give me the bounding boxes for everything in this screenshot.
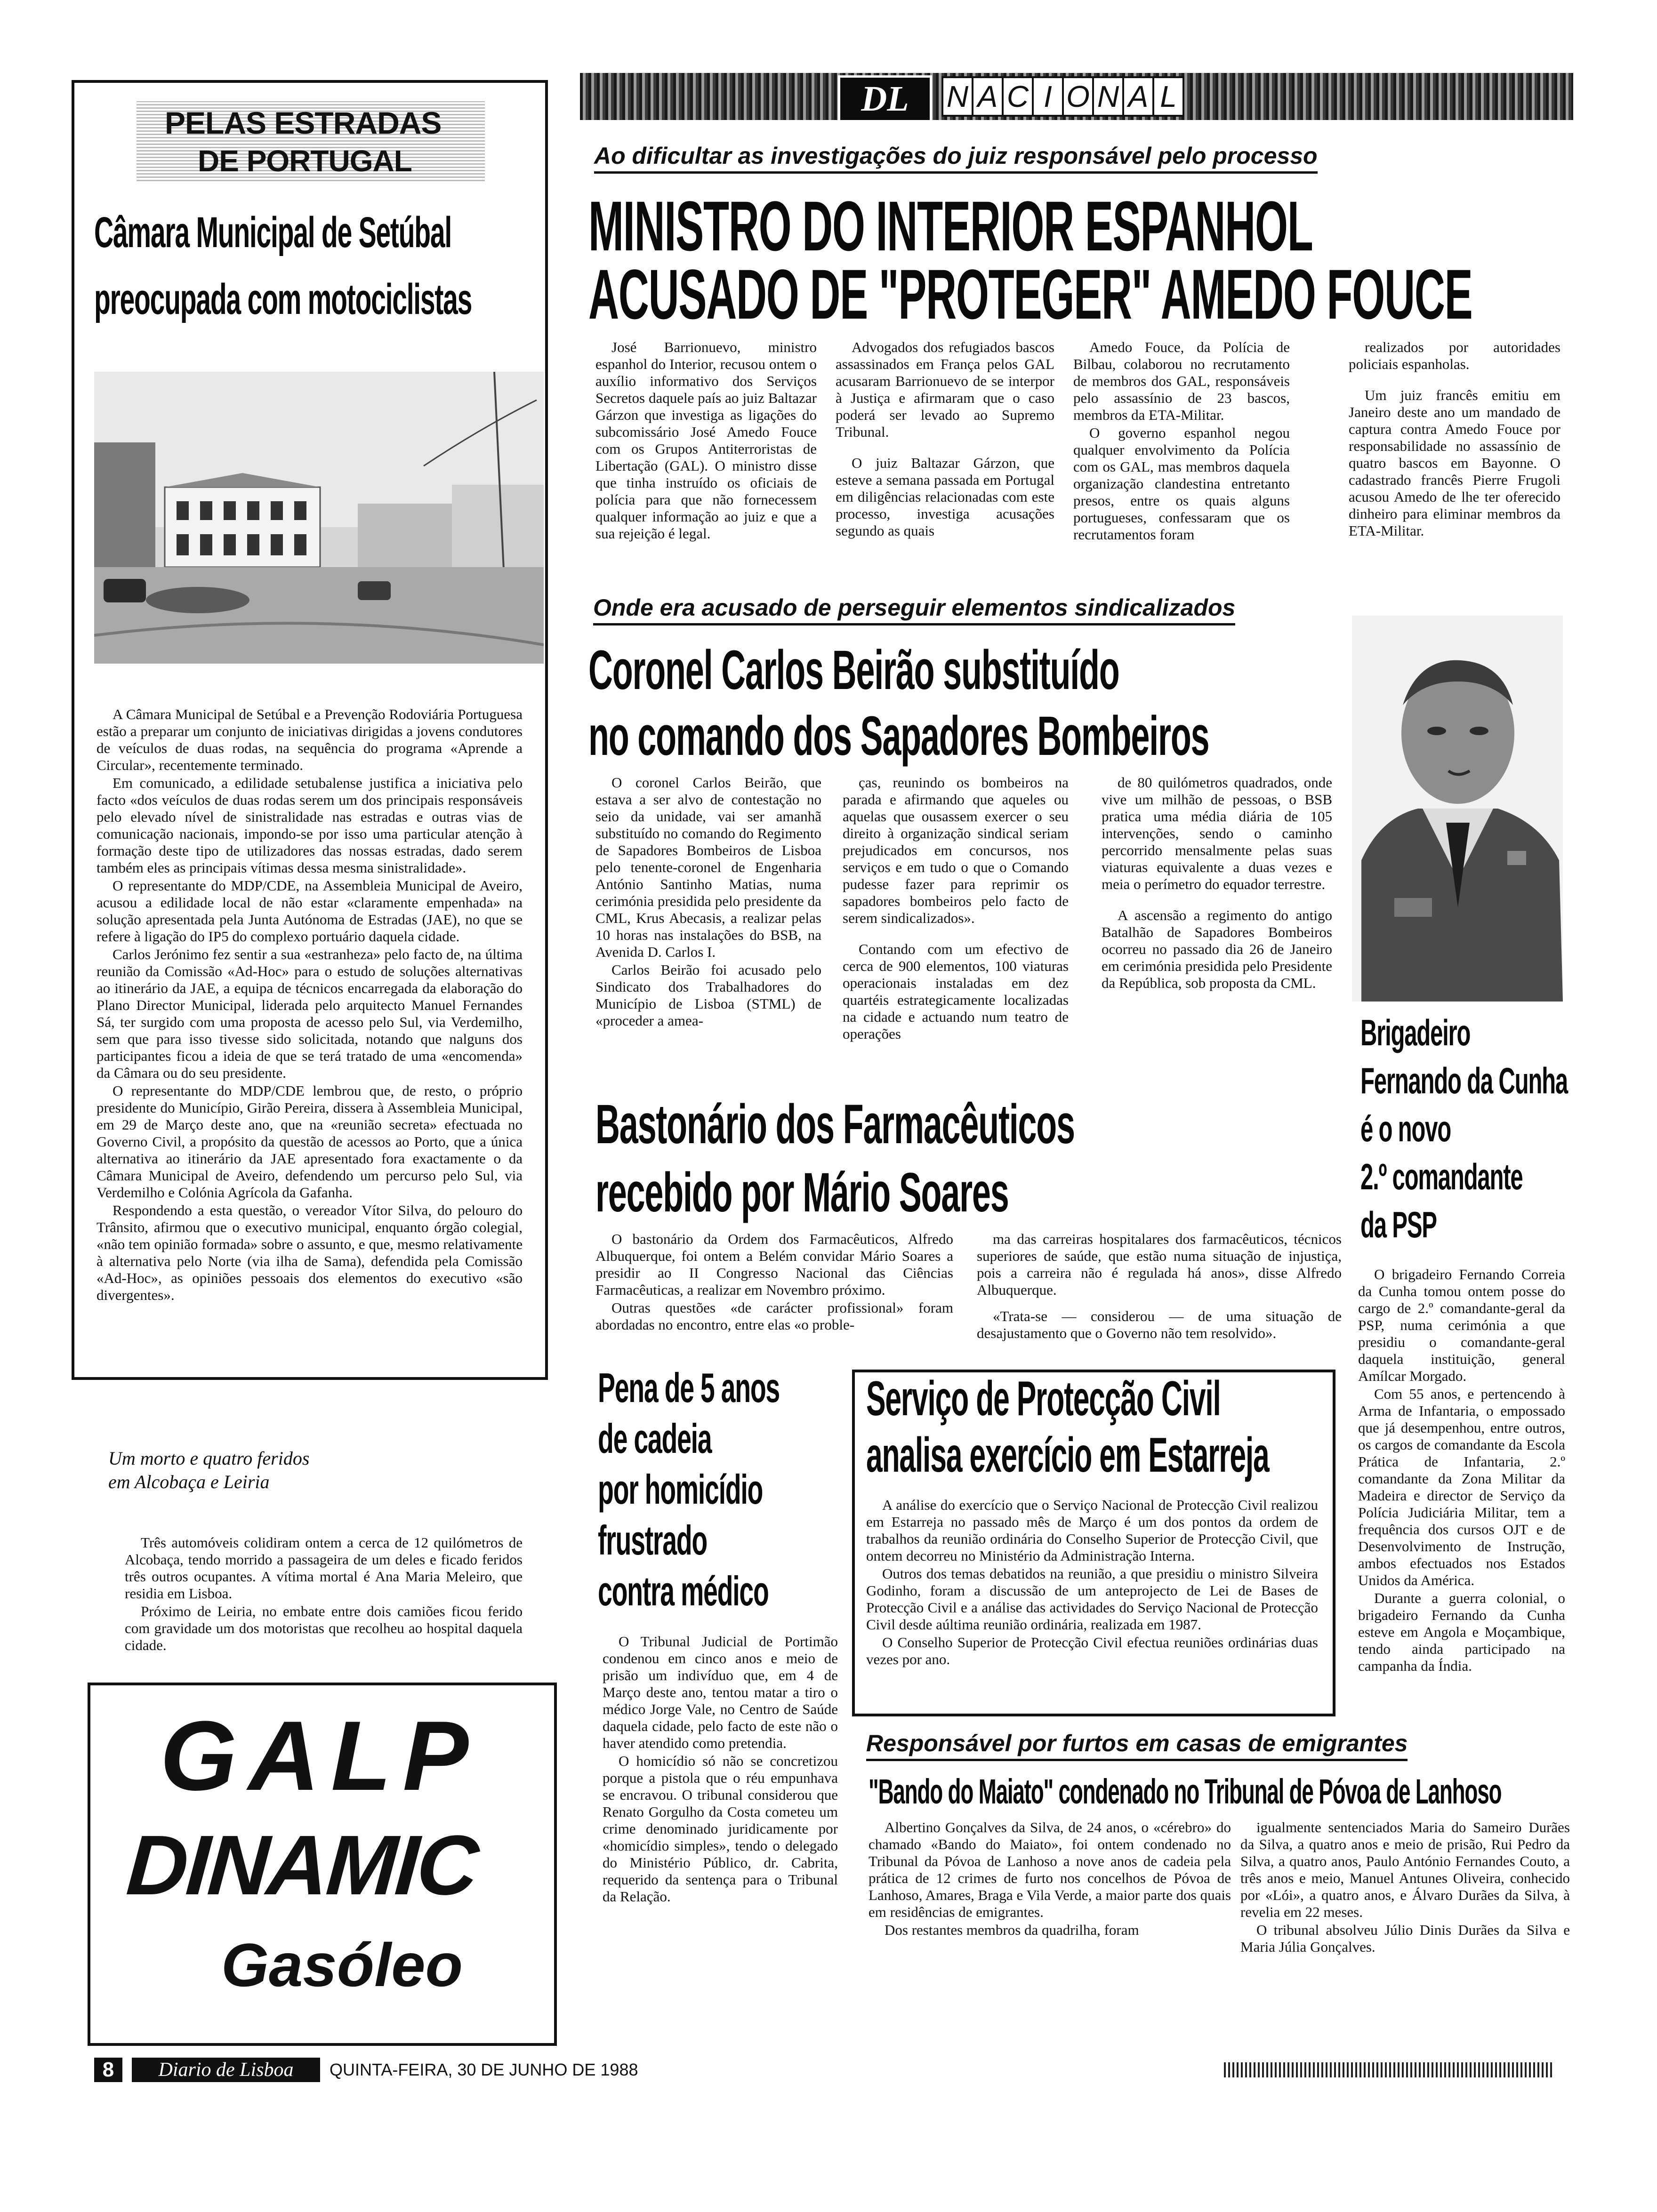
- accident-paragraph: Próximo de Leiria, no embate entre dois camiões ficou ferido com gravidade um dos motoristas que recolheu ao hospital daquela cidade.: [125, 1603, 523, 1653]
- beirao-column-1: [595, 774, 821, 1075]
- maiato-paragraph: Dos restantes membros da quadrilha, foram: [885, 1922, 1139, 1938]
- lead-column-1: [595, 339, 817, 574]
- maiato-paragraph: igualmente sentenciados Maria do Sameiro Durães da Silva, a quatro anos e meio de prisão, Rui Pedro da Silva, a quatro anos, Paulo António Fernandes Couto, a três anos e meio, Manuel Antunes Oliveira, conhecido por «Lói», a quatro anos, e Álvaro Durães da Silva, à revelia em 22 meses.: [1240, 1819, 1570, 1920]
- section-letter: A: [1124, 76, 1154, 117]
- footer-pattern: [1224, 2062, 1553, 2077]
- brigadeiro-caption-line: 2.º comandante: [1360, 1156, 1523, 1197]
- beirao-paragraph: ças, reunindo os bombeiros na parada e afirmando que aqueles ou aquelas que ousassem exercer o seu direito à organização sindical seriam prejudicados em concursos, nos serviços e em tudo o que o Comando pudesse fazer para reprimir os sapadores bombeiros pelo facto de serem sindicalizados».: [843, 774, 1069, 926]
- sidebar-paragraph: Respondendo a esta questão, o vereador Vítor Silva, do pelouro do Trânsito, afirmou que o executivo municipal, enquanto órgão colegial, «não tem opinião formada» sobre o assunto, e que, mesmo relativamente à alternativa pelo Norte (via ilha de Sama), defendida pela Comissão «Ad-Hoc», as opiniões pessoais dos elementos do executivo «são divergentes».: [97, 1202, 523, 1303]
- dinamic-wordmark: DINAMIC: [123, 1818, 480, 1913]
- section-letter: C: [1004, 76, 1034, 117]
- pena-paragraph: O Tribunal Judicial de Portimão condenou em cinco anos e meio de prisão um indivíduo que, em 4 de Março deste ano, tentou matar a tiro o médico Jorge Vale, no Centro de Saúde daquela cidade, pelo facto de este não o haver atendido como pretendia.: [603, 1633, 838, 1751]
- brigadeiro-portrait-photo: [1352, 616, 1563, 1002]
- brigadeiro-paragraph: O brigadeiro Fernando Correia da Cunha tomou ontem posse do cargo de 2.º comandante-geral da PSP, numa cerimónia a que presidiu o comandante-geral daquela instituição, general Amílcar Morgado.: [1358, 1266, 1565, 1384]
- brigadeiro-caption: [1360, 1014, 1568, 1254]
- lead-paragraph: realizados por autoridades policiais espanholas.: [1349, 339, 1560, 372]
- pena-headline-line: de cadeia: [598, 1415, 712, 1462]
- accident-subhead-2: em Alcobaça e Leiria: [108, 1471, 270, 1492]
- dl-logo: DL: [838, 75, 932, 122]
- farmaceuticos-column-2: [977, 1231, 1342, 1358]
- beirao-kicker: Onde era acusado de perseguir elementos sindicalizados: [593, 594, 1235, 625]
- pena-article-body: [603, 1633, 838, 2047]
- brigadeiro-caption-line: Brigadeiro: [1360, 1012, 1471, 1053]
- section-letter: N: [1094, 76, 1124, 117]
- lead-headline-1: MINISTRO DO INTERIOR ESPANHOL: [588, 186, 1313, 265]
- proteccao-paragraph: A análise do exercício que o Serviço Nacional de Protecção Civil realizou em Estarreja no passado mês de Março é um dos pontos da ordem de trabalhos da reunião ordinária do Conselho Superior de Protecção Civil, que ontem decorreu no Ministério da Administração Interna.: [866, 1497, 1318, 1564]
- sidebar-paragraph: Em comunicado, a edilidade setubalense justifica a iniciativa pelo facto «dos veículos de duas rodas serem um dos principais responsáveis pelo elevado nível de sinistralidade nas estradas e outras vias de comunicação nacionais, impondo-se por isso uma particular atenção à formação deste tipo de utilizadores das nossas estradas, dado serem também eles as principais vítimas dessa mesma sinistralidade».: [97, 775, 523, 876]
- sidebar-paragraph: O representante do MDP/CDE lembrou que, de resto, o próprio presidente do Município, Girão Pereira, dissera à Assembleia Municipal, em 29 de Março deste ano, que na «reunião secreta» efectuada no Governo Civil, a propósito da questão de acessos ao Porto, que a única alternativa ao itinerário da JAE apresentado fora exactamente o da Câmara Municipal de Aveiro, defendendo um percurso pelo Sul, via Verdemilho e Colónia Agrícola da Gafanha.: [97, 1082, 523, 1201]
- beirao-paragraph: O coronel Carlos Beirão, que estava a ser alvo de contestação no seio da unidade, vai ser amanhã substituído no comando do Regimento de Sapadores Bombeiros de Lisboa pelo tenente-coronel de Engenharia António Santinho Matias, numa cerimónia presidida pelo presidente da CML, Krus Abecasis, a realizar pelas 10 horas nas instalações do BSB, na Avenida D. Carlos I.: [595, 774, 821, 960]
- pena-headline-line: frustrado: [598, 1517, 707, 1563]
- beirao-paragraph: A ascensão a regimento do antigo Batalhão de Sapadores Bombeiros ocorreu no passado dia 26 de Janeiro em cerimónia presidida pelo Presidente da República, sob proposta da CML.: [1102, 907, 1332, 991]
- pena-headline-line: contra médico: [598, 1568, 769, 1614]
- logo-line-1: PELAS ESTRADAS: [165, 105, 442, 140]
- farmaceuticos-headline-2: recebido por Mário Soares: [595, 1162, 1009, 1224]
- beirao-column-3: [1102, 774, 1332, 1075]
- section-letter: O: [1064, 76, 1094, 117]
- brigadeiro-article-body: [1358, 1266, 1565, 1718]
- beirao-column-2: [843, 774, 1069, 1075]
- lead-column-4: [1349, 339, 1560, 574]
- sidebar-paragraph: A Câmara Municipal de Setúbal e a Prevenção Rodoviária Portuguesa estão a preparar um conjunto de iniciativas dirigidas a jovens condutores de veículos de duas rodas, na sequência do programa «Aprende a Circular», recentemente terminado.: [97, 706, 523, 773]
- pena-paragraph: O homicídio só não se concretizou porque a pistola que o réu empunhava se encravou. O tribunal considerou que Renato Gorgulho da Costa cometeu um crime denominado juridicamente por «homicídio simples», tendo o delegado do Ministério Público, dr. Cabrita, requerido da sentença para o Tribunal da Relação.: [603, 1753, 838, 1905]
- accident-subhead-1: Um morto e quatro feridos: [108, 1448, 310, 1469]
- section-letter: I: [1034, 76, 1064, 117]
- proteccao-paragraph: Outros dos temas debatidos na reunião, a que presidiu o ministro Silveira Godinho, foram a discussão de um anteprojecto de Lei de Bases de Protecção Civil e a análise das actividades do Serviço Nacional de Protecção Civil desde aúltima reunião ordinária, realizada em 1987.: [866, 1565, 1318, 1633]
- brigadeiro-paragraph: Com 55 anos, e pertencendo à Arma de Infantaria, o empossado que já desempenhou, entre outros, os cargos de comandante da Escola Prática de Infantaria, 2.º comandante da Zona Militar da Madeira e director de Serviço da Polícia Judiciária Militar, tem a frequência dos cursos OJT e de Desenvolvimento de Instrução, ambos efectuados nos Estados Unidos da América.: [1358, 1386, 1565, 1588]
- lead-paragraph: Amedo Fouce, da Polícia de Bilbau, colaborou no recrutamento de membros dos GAL, responsáveis pelo assassínio de 23 bascos, membros da ETA-Militar.: [1073, 339, 1290, 423]
- galp-logo: GALP: [160, 1700, 480, 1811]
- section-title-nacional: [941, 76, 1184, 117]
- issue-date: QUINTA-FEIRA, 30 DE JUNHO DE 1988: [330, 2060, 638, 2079]
- beirao-headline-1: Coronel Carlos Beirão substituído: [588, 639, 1119, 701]
- lead-paragraph: O governo espanhol negou qualquer envolvimento da Polícia com os GAL, mas membros daquela organização clandestina entretanto presos, entre os quais alguns portugueses, confessaram que os recrutamentos foram: [1073, 425, 1290, 543]
- gasoleo-label: Gasóleo: [221, 1931, 463, 1999]
- logo-line-2: DE PORTUGAL: [198, 144, 412, 178]
- sidebar-paragraph: Carlos Jerónimo fez sentir a sua «estranheza» pelo facto de, na última reunião da Comissão «Ad-Hoc» para o estudo de soluções alternativas ao itinerário da JAE, a equipa de técnicos encarregada da elaboração do Plano Director Municipal, liderada pelo arquitecto Manuel Fernandes Sá, ter surgido com uma proposta de acesso pelo Sul, via Verdemilho, sem que para isso tivesse sido solicitada, notando que nalguns dos participantes ficou a ideia de que se terá tratado de uma «encomenda» da Câmara ou do seu presidente.: [97, 946, 523, 1081]
- section-letter: N: [941, 76, 973, 117]
- maiato-paragraph: O tribunal absolveu Júlio Dinis Durães da Silva e Maria Júlia Gonçalves.: [1240, 1922, 1570, 1955]
- accident-paragraph: Três automóveis colidiram ontem a cerca de 12 quilómetros de Alcobaça, tendo morrido a passageira de um deles e ficado feridos três outros ocupantes. A vítima mortal é Ana Maria Meleiro, que residia em Lisboa.: [125, 1534, 523, 1602]
- farmaceuticos-paragraph: O bastonário da Ordem dos Farmacêuticos, Alfredo Albuquerque, foi ontem a Belém convidar Mário Soares a presidir ao II Congresso Nacional das Ciências Farmacêuticas, a realizar em Novembro próximo.: [595, 1231, 953, 1298]
- farmaceuticos-paragraph: ma das carreiras hospitalares dos farmacêuticos, técnicos superiores de saúde, que estão numa situação de injustiça, pois a carreira não é regulada há anos», disse Alfredo Albuquerque.: [977, 1231, 1342, 1298]
- lead-headline-2: ACUSADO DE "PROTEGER" AMEDO FOUCE: [588, 255, 1472, 334]
- setubal-street-photo: [94, 372, 544, 664]
- maiato-column-1: [869, 1819, 1231, 2026]
- proteccao-headline-2: analisa exercício em Estarreja: [866, 1428, 1269, 1483]
- farmaceuticos-column-1: [595, 1231, 953, 1358]
- footer-bar: [94, 2058, 1553, 2082]
- page-number: 8: [94, 2058, 122, 2082]
- maiato-paragraph: Albertino Gonçalves da Silva, de 24 anos, o «cérebro» do chamado «Bando do Maiato», foi ontem condenado no Tribunal da Póvoa de Lanhoso a nove anos de cadeia pela prática de 12 crimes de furto nos concelhos de Póvoa de Lanhoso, Amares, Braga e Vila Verde, a maior parte dos quais em residências de emigrantes.: [869, 1819, 1231, 1920]
- maiato-kicker: Responsável por furtos em casas de emigrantes: [866, 1730, 1408, 1761]
- beirao-paragraph: Contando com um efectivo de cerca de 900 elementos, 100 viaturas operacionais instaladas em dez quartéis estrategicamente localizadas na cidade e actuando num teatro de operações: [843, 941, 1069, 1042]
- sidebar-headline-1: Câmara Municipal de Setúbal: [94, 208, 451, 256]
- beirao-headline-2: no comando dos Sapadores Bombeiros: [588, 705, 1209, 767]
- sidebar-article-body: [97, 706, 523, 1417]
- proteccao-article-body: [866, 1497, 1318, 1704]
- brigadeiro-caption-line: é o novo: [1360, 1108, 1451, 1149]
- brigadeiro-caption-line: da PSP: [1360, 1204, 1437, 1245]
- lead-column-2: [836, 339, 1054, 574]
- maiato-column-2: [1240, 1819, 1570, 2026]
- paper-name: Diario de Lisboa: [132, 2058, 320, 2082]
- lead-column-3: [1073, 339, 1290, 574]
- lead-kicker: Ao dificultar as investigações do juiz responsável pelo processo: [594, 142, 1318, 174]
- farmaceuticos-paragraph: «Trata-se — considerou — de uma situação de desajustamento que o Governo não tem resolvido».: [977, 1308, 1342, 1341]
- pena-headline-line: Pena de 5 anos: [598, 1364, 780, 1411]
- lead-paragraph: José Barrionuevo, ministro espanhol do Interior, recusou ontem o auxílio informativo dos Serviços Secretos daquele país ao juiz Baltazar Gárzon que investiga as ligações do subcomissário José Amedo Fouce com os Grupos Antiterroristas de Libertação (GAL). O ministro disse que tinha instruído os oficiais de polícia para que não fornecessem qualquer informação ao juiz e que a sua rejeição é legal.: [595, 339, 817, 542]
- proteccao-headline-1: Serviço de Protecção Civil: [866, 1371, 1221, 1426]
- farmaceuticos-headline-1: Bastonário dos Farmacêuticos: [595, 1093, 1075, 1155]
- lead-paragraph: Um juiz francês emitiu em Janeiro deste ano um mandado de captura contra Amedo Fouce por responsabilidade no assassínio de quatro bascos em Bayonne. O cadastrado francês Pierre Frugoli acusou Amedo de lhe ter oferecido dinheiro para eliminar membros da ETA-Militar.: [1349, 387, 1560, 539]
- sidebar-paragraph: O representante do MDP/CDE, na Assembleia Municipal de Aveiro, acusou a edilidade local de não estar «claramente empenhada» na solução apresentada pela Junta Autónoma de Estradas (JAE), no que se refere à ligação do IP5 do complexo portuário daquela cidade.: [97, 877, 523, 945]
- section-letter: A: [973, 76, 1004, 117]
- sidebar-headline-2: preocupada com motociclistas: [94, 275, 472, 323]
- farmaceuticos-paragraph: Outras questões «de carácter profissional» foram abordadas no encontro, entre elas «o proble-: [595, 1299, 953, 1333]
- brigadeiro-paragraph: Durante a guerra colonial, o brigadeiro Fernando da Cunha esteve em Angola e Moçambique, tendo ainda participado na campanha da Índia.: [1358, 1590, 1565, 1674]
- proteccao-paragraph: O Conselho Superior de Protecção Civil efectua reuniões ordinárias duas vezes por ano.: [866, 1634, 1318, 1667]
- beirao-paragraph: Carlos Beirão foi acusado pelo Sindicato dos Trabalhadores do Município de Lisboa (STML) de «proceder a amea-: [595, 962, 821, 1029]
- lead-paragraph: O juiz Baltazar Gárzon, que esteve a semana passada em Portugal em diligências relacionadas com este processo, investiga acusações segundo as quais: [836, 455, 1054, 539]
- maiato-headline: "Bando do Maiato" condenado no Tribunal de Póvoa de Lanhoso: [869, 1772, 1502, 1811]
- brigadeiro-caption-line: Fernando da Cunha: [1360, 1060, 1568, 1101]
- beirao-paragraph: de 80 quilómetros quadrados, onde vive um milhão de pessoas, o BSB pratica uma média diária de 105 intervenções, sendo o caminho percorrido mensalmente pelas suas viaturas equivalente a duas vezes e meia o perímetro do equador terrestre.: [1102, 774, 1332, 892]
- section-logo: [137, 101, 485, 181]
- lead-paragraph: Advogados dos refugiados bascos assassinados em França pelos GAL acusaram Barrionuevo de se interpor à Justiça e afirmaram que o caso poderá ser levado ao Supremo Tribunal.: [836, 339, 1054, 440]
- section-letter: L: [1154, 76, 1184, 117]
- pena-headline: [598, 1364, 861, 1621]
- accident-article-body: [125, 1534, 523, 1666]
- pena-headline-line: por homicídio: [598, 1466, 763, 1513]
